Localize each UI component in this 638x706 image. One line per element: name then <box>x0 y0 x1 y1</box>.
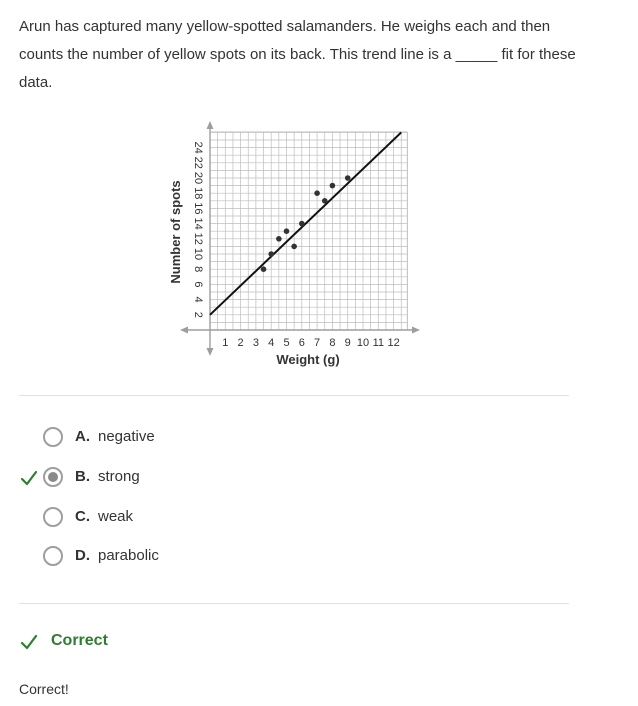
feedback-title: Correct <box>51 632 108 649</box>
y-tick-label: 14 <box>192 217 205 230</box>
y-axis-arrow-down <box>207 348 214 356</box>
option-letter: D. <box>75 547 90 564</box>
x-tick-label: 6 <box>298 337 305 349</box>
option-letter: C. <box>75 508 90 525</box>
feedback-message: Correct! <box>19 681 69 697</box>
x-tick-label: 10 <box>356 337 370 349</box>
data-point <box>299 221 305 227</box>
x-axis-title: Weight (g) <box>276 352 340 367</box>
y-tick-label: 16 <box>192 202 205 215</box>
y-tick-label: 20 <box>192 171 205 185</box>
grid <box>210 132 407 330</box>
option-b[interactable] <box>0 463 300 493</box>
y-tick-label: 8 <box>192 266 205 273</box>
option-text: negative <box>98 428 155 445</box>
x-axis-arrow-left <box>180 327 188 334</box>
radio-button[interactable] <box>43 427 63 447</box>
y-tick-label: 10 <box>192 247 205 261</box>
x-tick-label: 5 <box>283 337 290 349</box>
option-a[interactable] <box>0 423 300 453</box>
x-tick-label: 7 <box>314 337 321 349</box>
option-d[interactable] <box>0 542 300 572</box>
y-axis-arrow-up <box>207 121 214 129</box>
y-tick-label: 6 <box>192 281 205 288</box>
y-tick-label: 4 <box>192 296 205 303</box>
radio-button[interactable] <box>43 507 63 527</box>
data-point <box>284 228 290 234</box>
divider-bottom <box>19 603 569 604</box>
y-tick-label: 22 <box>192 156 205 169</box>
question-text: Arun has captured many yellow-spotted salamanders. He weighs each and then counts the number of yellow spots on its back. This trend line is a _____ fit for these data. <box>19 18 576 91</box>
y-axis-title: Number of spots <box>168 180 183 284</box>
option-text: weak <box>98 508 134 525</box>
x-tick-label: 8 <box>329 337 336 349</box>
data-point <box>345 175 351 181</box>
x-tick-label: 2 <box>237 337 244 349</box>
data-point <box>268 251 274 257</box>
radio-dot <box>48 472 58 482</box>
divider-top <box>19 395 569 396</box>
data-point <box>322 198 328 204</box>
data-point <box>291 244 297 250</box>
data-point <box>330 183 336 189</box>
x-tick-label: 12 <box>387 337 400 349</box>
x-tick-label: 3 <box>252 337 259 349</box>
y-tick-label: 18 <box>192 187 205 200</box>
y-tick-label: 2 <box>192 311 205 318</box>
correct-check-icon <box>20 469 38 487</box>
data-point <box>261 266 267 272</box>
x-tick-label: 1 <box>222 337 229 349</box>
option-letter: A. <box>75 428 90 445</box>
x-axis-arrow-right <box>412 327 420 334</box>
scatter-plot-figure <box>160 118 430 374</box>
data-point <box>276 236 282 242</box>
y-tick-label: 24 <box>192 141 205 154</box>
option-letter: B. <box>75 468 90 485</box>
radio-button-selected[interactable] <box>43 467 63 487</box>
y-tick-label: 12 <box>192 232 205 245</box>
x-tick-label: 11 <box>372 337 385 349</box>
scatter-plot <box>160 118 430 374</box>
radio-button[interactable] <box>43 546 63 566</box>
feedback-header <box>20 630 220 654</box>
option-c[interactable] <box>0 503 300 533</box>
data-point <box>314 190 320 196</box>
option-text: parabolic <box>98 547 159 564</box>
x-tick-label: 9 <box>344 337 351 349</box>
option-text: strong <box>98 468 140 485</box>
check-icon <box>20 633 38 651</box>
x-tick-label: 4 <box>268 337 275 349</box>
